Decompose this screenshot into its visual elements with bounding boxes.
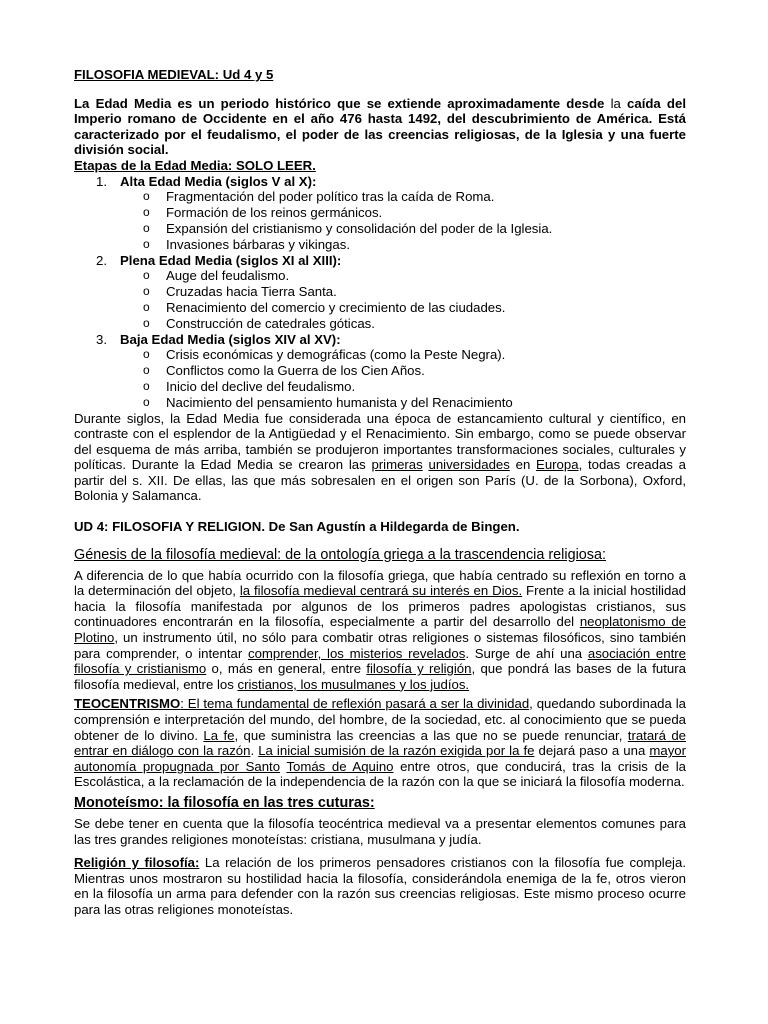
bullet-glyph: o — [143, 236, 150, 251]
religion-text: La relación de los primeros pensadores cristianos con la filosofía fue compleja. Mientras unos mostraron su hostilidad hacia la filosofía, considerándola enemiga de la fe, otros vieron en la filosofía un arma para defender con la razón sus creencias religiosas. Este mismo proceso ocurre para las otras religiones monoteístas. — [74, 855, 686, 917]
ud4-heading: UD 4: FILOSOFIA Y RELIGION. De San Agustín a Hildegarda de Bingen. — [74, 519, 520, 535]
durante-text: Durante siglos, la Edad Media fue considerada una época de estancamiento cultural y científico, en contraste con el esplendor de la Antigüedad y el Renacimiento. Sin embargo, como se puede observar del esquema de más arriba, también se produjeron importantes transformaciones sociales, culturales y políticas. Durante la Edad Media se crearon las — [74, 410, 686, 473]
list-item-text: Invasiones bárbaras y vikingas. — [166, 236, 350, 252]
intro-bold-1: La Edad Media es un periodo histórico que se extiende aproximadamente desde — [74, 95, 605, 111]
document-content — [74, 67, 686, 918]
bullet-glyph: o — [143, 315, 150, 330]
list-item-text: Cruzadas hacia Tierra Santa. — [166, 284, 337, 300]
genesis-underlined: comprender, los misterios revelados — [247, 645, 466, 661]
list-item — [74, 221, 686, 237]
teo-underlined: Tomás de Aquino — [286, 758, 394, 774]
teo-text: . — [250, 743, 259, 759]
stage-item — [74, 332, 686, 411]
religion-label: Religión y filosofía: — [74, 855, 200, 871]
list-item-text: Construcción de catedrales góticas. — [166, 315, 375, 331]
list-item-text: Auge del feudalismo. — [166, 268, 290, 284]
teocentrismo-paragraph — [74, 696, 686, 790]
list-item — [74, 205, 686, 221]
monoteismo-heading: Monoteísmo: la filosofía en las tres cuturas: — [74, 794, 375, 811]
etapas-heading: Etapas de la Edad Media: SOLO LEER. — [74, 157, 316, 173]
list-item — [74, 284, 686, 300]
genesis-underlined: la filosofía medieval centrará su interés en Dios. — [239, 583, 523, 599]
genesis-underlined: asociación entre filosofía y cristianismo — [74, 645, 686, 677]
genesis-underlined: filosofía y religión — [366, 661, 472, 677]
list-item-text: Formación de los reinos germánicos. — [166, 205, 383, 221]
genesis-heading: Génesis de la filosofía medieval: de la ontología griega a la trascendencia religiosa: — [74, 546, 606, 563]
genesis-paragraph — [74, 568, 686, 693]
durante-text: , todas creadas a partir del s. XII. De ellas, las que más sobresalen en el origen son París (U. de la Sorbona), Oxford, Bolonia y Salamanca. — [74, 457, 686, 504]
genesis-underlined: cristianos, los musulmanes y los judíos. — [237, 676, 470, 692]
teo-text: entre otros, que conducirá, tras la crisis de la Escolástica, a la reclamación de la independencia de la razón con la que se iniciará la filosofía moderna. — [74, 758, 687, 790]
stage-number: 1. — [96, 173, 107, 189]
teo-underlined: La fe — [203, 727, 235, 743]
teocentrismo-label: TEOCENTRISMO — [74, 696, 181, 712]
list-item — [74, 395, 686, 411]
teo-underlined: tratará de entrar en diálogo con la razón — [74, 727, 686, 759]
stage-sublist — [120, 347, 686, 410]
stage-number: 3. — [96, 331, 107, 347]
durante-link-europa: Europa — [536, 457, 579, 473]
stages-list — [74, 174, 686, 411]
list-item-text: Expansión del cristianismo y consolidación del poder de la Iglesia. — [166, 220, 553, 236]
stage-item — [74, 174, 686, 253]
list-item — [74, 347, 686, 363]
stage-sublist — [120, 268, 686, 331]
intro-plain: la — [604, 95, 628, 111]
genesis-text: , un instrumento útil, no sólo para combatir otras religiones o sistemas filosóficos, sino también para comprender, o intentar — [74, 630, 686, 661]
teo-text: dejará paso a una — [534, 743, 650, 759]
list-item-text: Inicio del declive del feudalismo. — [166, 378, 356, 394]
list-item — [74, 379, 686, 395]
list-item — [74, 268, 686, 284]
list-item-text: Fragmentación del poder político tras la caída de Roma. — [166, 189, 495, 205]
bullet-glyph: o — [143, 378, 150, 393]
monoteismo-paragraph: Se debe tener en cuenta que la filosofía teocéntrica medieval va a presentar elementos comunes para las tres grandes religiones monoteístas: cristiana, musulmana y judía. — [74, 815, 686, 847]
list-item — [74, 316, 686, 332]
stage-title: Plena Edad Media (siglos XI al XIII): — [120, 252, 342, 268]
teo-underlined: mayor autonomía propugnada por Santo — [74, 743, 687, 774]
genesis-text: , que pondrá las bases de la futura filosofía medieval, entre los — [74, 661, 686, 692]
stage-number: 2. — [96, 252, 107, 268]
bullet-glyph: o — [143, 189, 150, 204]
stage-item — [74, 253, 686, 332]
bullet-glyph: o — [143, 347, 150, 362]
intro-paragraph — [74, 96, 686, 158]
teo-underlined: : El tema fundamental de reflexión pasará a ser la divinidad — [180, 696, 530, 712]
genesis-underlined: neoplatonismo de Plotino — [74, 614, 686, 646]
durante-link-primeras: primeras — [371, 457, 423, 473]
bullet-glyph: o — [143, 220, 150, 235]
genesis-text: A diferencia de lo que había ocurrido con la filosofía griega, que había centrado su reflexión en torno a la determinación del objeto, — [74, 567, 686, 599]
bullet-glyph: o — [143, 284, 150, 299]
list-item — [74, 237, 686, 253]
teo-text: , que suministra las creencias a las que no se puede renunciar, — [234, 727, 628, 743]
stage-title: Alta Edad Media (siglos V al X): — [120, 173, 317, 189]
teo-text: , quedando subordinada la comprensión e interpretación del mundo, del hombre, de la sociedad, etc. al conocimiento que se pueda obtener de lo divino. — [74, 696, 686, 743]
bullet-glyph: o — [143, 268, 150, 283]
bullet-glyph: o — [143, 363, 150, 378]
bullet-glyph: o — [143, 299, 150, 314]
religion-paragraph — [74, 855, 686, 917]
bullet-glyph: o — [143, 394, 150, 409]
durante-link-universidades: universidades — [428, 457, 510, 473]
list-item-text: Crisis económicas y demográficas (como la Peste Negra). — [166, 347, 506, 363]
stage-title: Baja Edad Media (siglos XIV al XV): — [120, 331, 341, 347]
intro-bold-2: caída del Imperio romano de Occidente en el año 476 hasta 1492, del descubrimiento de América. Está caracterizado por el feudalismo, el poder de las creencias religiosas, de la Iglesia y una fuerte división social. — [74, 95, 686, 158]
genesis-text: . Surge de ahí una — [465, 645, 588, 661]
genesis-text: o, más en general, entre — [206, 661, 367, 677]
list-item — [74, 189, 686, 205]
teo-underlined: La inicial sumisión de la razón exigida por la fe — [258, 743, 535, 759]
durante-text: en — [509, 457, 537, 473]
bullet-glyph: o — [143, 205, 150, 220]
stage-sublist — [120, 189, 686, 252]
list-item — [74, 300, 686, 316]
durante-paragraph — [74, 411, 686, 505]
list-item-text: Nacimiento del pensamiento humanista y del Renacimiento — [166, 394, 513, 410]
list-item-text: Renacimiento del comercio y crecimiento de las ciudades. — [166, 299, 506, 315]
genesis-text: Frente a la inicial hostilidad hacia la filosofía manifestada por algunos de los primeros padres apologistas cristianos, sus continuadores encontrarán en la filosofía, especialmente a partir del desarrollo del — [74, 583, 686, 630]
list-item-text: Conflictos como la Guerra de los Cien Años. — [166, 363, 425, 379]
list-item — [74, 363, 686, 379]
document-title: FILOSOFIA MEDIEVAL: Ud 4 y 5 — [74, 67, 274, 82]
